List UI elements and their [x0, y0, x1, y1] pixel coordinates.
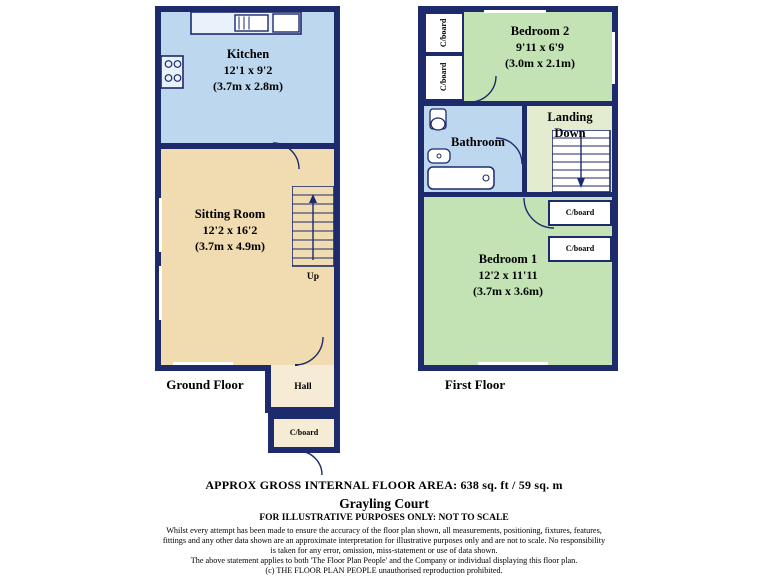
label-cboard-bedroom1-upper: C/board	[565, 208, 595, 217]
label-cboard-bedroom2-lower: C/board	[439, 62, 449, 92]
disclaimer-line-4: The above statement applies to both 'The Floor Plan People' and the Company or individual displaying this floor plan.	[190, 556, 578, 565]
disclaimer-line-2: fittings and any other data shown are an approximate interpretation for illustrative purposes only and are not to scale. No responsibility	[162, 536, 606, 545]
label-sitting-room-name: Sitting Room	[194, 207, 266, 221]
ground-floor-doors	[155, 6, 355, 476]
disclaimer-line-5: (c) THE FLOOR PLAN PEOPLE unauthorised reproduction prohibited.	[265, 566, 503, 575]
label-kitchen-dim-m: (3.7m x 2.8m)	[213, 79, 283, 93]
label-bedroom-2-name: Bedroom 2	[510, 24, 570, 38]
label-sitting-room-dim-ft: 12'2 x 16'2	[202, 223, 258, 237]
label-bedroom-2-dim-ft: 9'11 x 6'9	[515, 40, 564, 54]
first-floor-doors	[418, 6, 628, 386]
label-hall: Hall	[294, 382, 312, 392]
ground-floor-plan	[0, 0, 400, 470]
label-cboard-bedroom2-upper: C/board	[439, 18, 449, 48]
plan-title: Grayling Court	[339, 496, 429, 511]
label-landing: Landing	[547, 110, 593, 124]
label-bathroom: Bathroom	[451, 135, 505, 149]
label-bedroom-1-name: Bedroom 1	[478, 252, 538, 266]
label-bedroom-2-dim-m: (3.0m x 2.1m)	[505, 56, 575, 70]
illustrative-note: FOR ILLUSTRATIVE PURPOSES ONLY: NOT TO SCALE	[259, 513, 509, 523]
label-landing-down: Down	[554, 126, 586, 140]
label-sitting-room-dim-m: (3.7m x 4.9m)	[195, 239, 265, 253]
label-cboard-bedroom1-lower: C/board	[565, 244, 595, 253]
disclaimer-line-1: Whilst every attempt has been made to ensure the accuracy of the floor plan shown, all measurements, positioning, fixtures, features,	[166, 526, 602, 535]
disclaimer-line-3: is taken for any error, omission, miss-statement or use of data shown.	[270, 546, 498, 555]
label-ground-cboard: C/board	[289, 428, 319, 437]
label-kitchen-name: Kitchen	[226, 47, 270, 61]
label-ground-floor: Ground Floor	[166, 377, 244, 392]
floor-area-text: APPROX GROSS INTERNAL FLOOR AREA: 638 sq. ft / 59 sq. m	[205, 478, 563, 492]
label-bedroom-1-dim-ft: 12'2 x 11'11	[478, 268, 538, 282]
label-bedroom-1-dim-m: (3.7m x 3.6m)	[473, 284, 543, 298]
label-kitchen-dim-ft: 12'1 x 9'2	[223, 63, 273, 77]
label-stairs-up: Up	[306, 272, 320, 282]
label-first-floor: First Floor	[444, 377, 506, 392]
first-floor-plan	[400, 0, 768, 470]
